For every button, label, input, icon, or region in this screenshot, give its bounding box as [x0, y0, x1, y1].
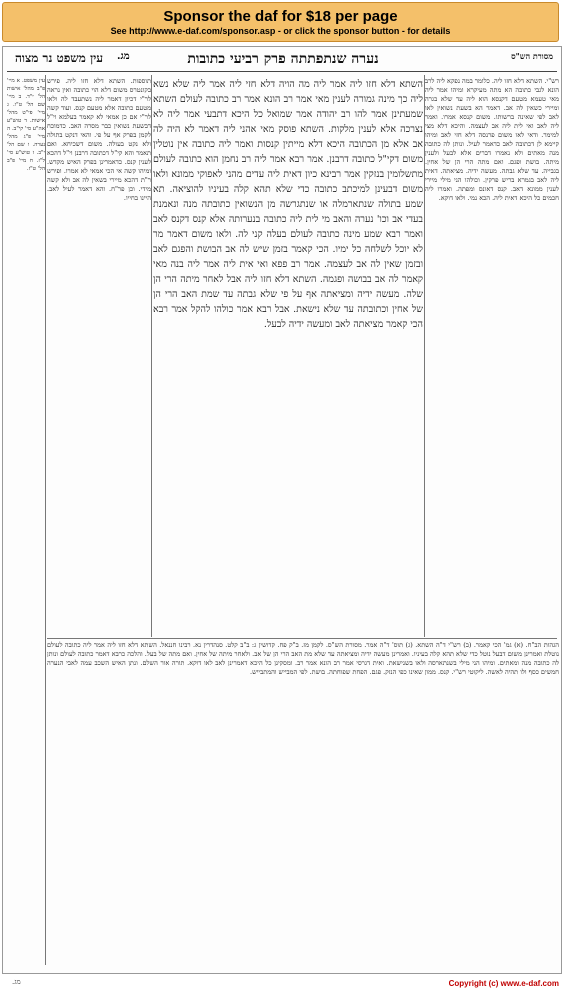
- copyright-notice[interactable]: Copyright (c) www.e-daf.com: [448, 979, 559, 988]
- tosafot-column: [47, 77, 151, 637]
- folio-number: מג.: [117, 51, 130, 62]
- tosafot-text: תוספות. השתא דלא חזו ליה. פירש בקונטרס משום דלא הוי כתובה ואין נראה לר"י דכיון דאמר ליה נשתעבד לה ולאו מטעם כתובה אלא מטעם קנס. ועוד קשה לר"י אם כן אמאי לא קאמר בעלמא וי"ל דבשעת נשואין כבר מסרה האב. כדמוכח לקמן בפרק אף על פי. והאי דנקט בתולה ולא נקט בעולה. משום דשכיחא. ואם תאמר והא קי"ל דכתובה דרבנן וי"ל דהכא לענין קנס. כדאמרינן בפרק האיש מקדש. ומיהו קשה אי הכי אמאי לא אמרו. ופירש ר"ת דהכא מיירי בשאין לה אב ולא קשה מידי. וכן פר"ח. והא דאמר לעיל לאב. היינו בחייו.: [47, 77, 151, 202]
- ein-mishpat-text: עין משפט. א מיי' פ"ב מהל' אישות הל' י"ד. ב מיי' שם הל' ט"ו. ג מיי' פי"ט מהל' אישות. ד טוש"ע אה"ע סי' קי"ב. ה מיי' פ"ג מהל' נערה. ו שם הל' י"ב. ז טוש"ע סי' ל"ז. ח מיי' פ"ב הל' ט"ז.: [7, 78, 45, 172]
- page-title: נערה שנתפתתה פרק רביעי כתובות: [187, 51, 379, 67]
- sponsor-subtitle: See http://www.e-daf.com/sponsor.asp - or click the sponsor button - for details: [110, 25, 451, 36]
- talmud-page: [2, 46, 562, 974]
- ein-mishpat-column: [7, 77, 45, 957]
- gemara-text: השתא דלא חזו ליה אמר ליה מה הויה דלא חזי ליה אמר ליה שלא נשא ליה כך מינה גמורה לענין מאי אמר רב הונא אמר רב כתובה לעולם השתא שמעתינן אמר להו רב יהודה אמר שמואל כל היכא דתבעי אמר ליה לא נצרכה אלא לענין מלקות. השתא פוסק מאי אהני ליה דאמר לא היה לה אב אלא מן הכתובה היכא דלא מייתין קנסות ואמר ליה כתובה אין נוטלין משום דקי"ל כתובה דרבנן. אמר רבא אמר ליה רב נחמן הוא כתובה לעולם מתשלומין בנזקין אמר רבינא כיון דאית ליה עדים מהני לאפוקי ממונא ולאו משום דבעינן למיכתב כתובה כדי שלא תהא קלה בעיניו להוציאה. תא שמע בתולה שנתארמלה או שנתגרשה מן הנשואין כתובתה מנה ונאמנת בעדי אב וכו' נערה והאב מי לית ליה כתובה בנערותה אלא קנס דקנס לאב ואמר רבא שמע מינה כתובה לעולם בעלה קני לה. ולאו משום דאמר מר לא יוכל לשלחה כל ימיו. הכי קאמר בזמן שיש לה אב הבושת והפגם לאב ובזמן שאין לה אב לעצמה. אמר רב פפא ואי אית ליה אמר ליה בנה מאי קאמר לה אב בבושה ופגמה. השתא דלא חזו ליה אבל לאחר מיתה הרי הן שלה. מעשה ידיה ומציאתה אף על פי שלא גבתה עד שמת האב הרי הן של אחין וכתובתה עד שלא נישאת. אבל רבא אמר כולהו להקל אמר רבא הכי קאמר מציאתה לאב ומעשה ידיה לבעל.: [153, 79, 423, 330]
- bottom-commentary: [47, 641, 559, 967]
- column-divider: [45, 75, 46, 965]
- sponsor-banner[interactable]: [2, 2, 559, 42]
- rashi-column: [425, 77, 559, 637]
- sponsor-title[interactable]: Sponsor the daf for $18 per page: [163, 7, 398, 25]
- header-rule: [7, 71, 557, 72]
- header-masoret: מסורת הש"ס: [511, 51, 553, 61]
- column-divider: [151, 75, 152, 637]
- bottom-folio: מג.: [12, 978, 21, 986]
- header-ein-mishpat: עין משפט נר מצוה: [15, 51, 104, 65]
- bottom-commentary-text: הגהות הב"ח. (א) גמ' הכי קאמר. (ב) רש"י ד"ה השתא. (ג) תוס' ד"ה אמר. מסורת הש"ס. לקמן מז. ב"ק פח. קדושין ג: ב"ב קלט. סנהדרין נא. רבינו חננאל. השתא דלא חזו ליה אמר ליה כתובה לעולם נוטלת ואמרינן משום דבעל נוטל כדי שלא תהא קלה בעיניו. ואמרינן מעשה ידיה ומציאתה עד שלא מת האב הרי הן של אב. ולאחר מיתה של אחין. ואם מתה של בעל. והלכה כרבא דאמר כתובה לעולם ונותן לה כתובה מנה ומאתים. ומיהו הני מילי בשנתארסה ולאו בשנישאת. ואית דגרסי אמר רב הונא אמר רב. ומסקינן כל היכא דאמרינן לאב לאו דוקא. תורה אור השלם. ונתן האיש השכב עמה לאבי הנערה חמשים כסף ולו תהיה לאשה. ליקוטי רש"י. קנס. ממון שאינו כפי הנזק. פגם. הפחת שפוחתה. בושת. לפי המבייש והמתבייש.: [47, 641, 559, 676]
- rashi-text: רש"י. השתא דלא חזו ליה. כלומר במה נפקא ליה לרב הונא לגבי כתובה הא מתה מעיקרא ומיהו אמר ליה מאי טעמא מטעם דקנסא הוא ליה עד שלא בגרה ומיירי כשאין לה אב. דאמר הא בשעת נשואין לאו לאב לפי שאינה ברשותו. משום קנסא אמרו. ואמר ליה לאב ואי לית ליה אב לעצמה. והיכא דלא מצי למימר. ודאי לאו משום פרנסה דלא חזי לאב ומיהו קיימא לן דכתובה לאב כדאמר לעיל. ונותן לה כתובה מנה מאתים ולא נאמרו דברים אלא לבעל ולענין מיתה. בושת ופגם. ואם מתה הרי הן של אחין. בגבייה. עד שלא גבתה. מעשה ידיה. מציאתה. דאית ליה לאב בגמרא בריש פרקין. וכולהו הני מילי מיירי לענין ממונא דאב. קנס דאונס ומפתה. ואמרו ליה חכמים כל היכא דאית ליה. הכא נמי. ולאו דוקא.: [425, 77, 559, 202]
- section-rule: [47, 638, 557, 639]
- gemara-column: [153, 77, 423, 637]
